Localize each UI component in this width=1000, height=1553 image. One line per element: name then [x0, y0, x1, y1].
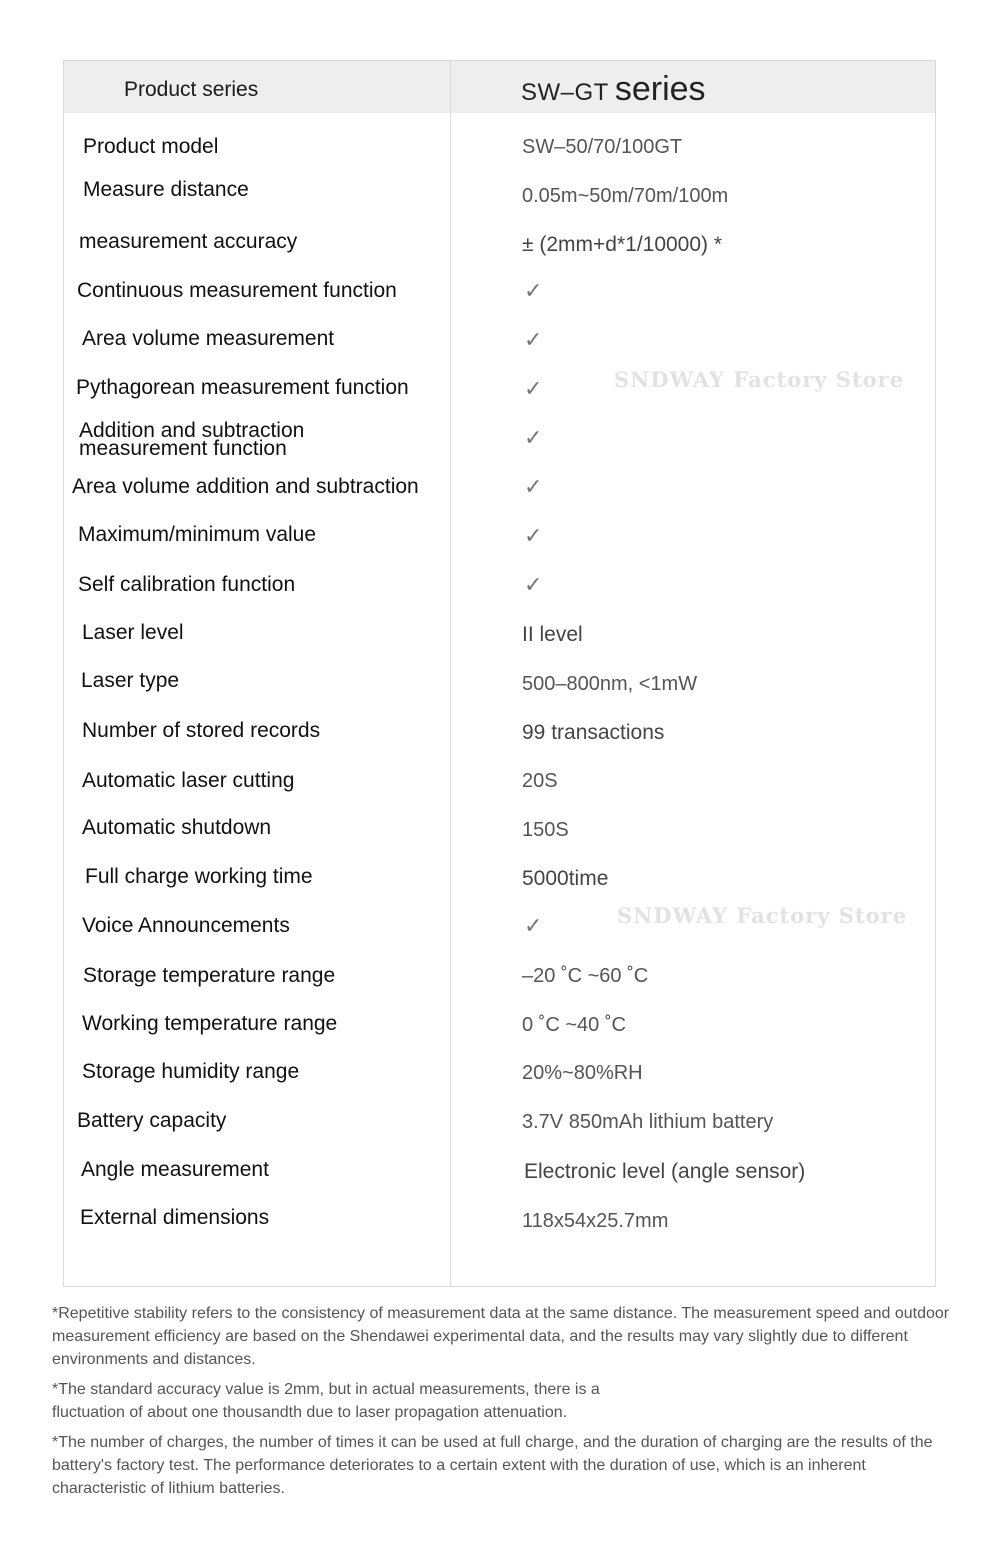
row-label-dimensions: External dimensions	[80, 1206, 270, 1229]
row-label-storage-humidity: Storage humidity range	[82, 1060, 300, 1083]
row-value-measure-distance: 0.05m~50m/70m/100m	[522, 185, 729, 207]
row-value-measurement-accuracy: ± (2mm+d*1/10000) *	[522, 233, 723, 256]
row-label-laser-level: Laser level	[82, 621, 184, 644]
row-value-full-charge: 5000time	[522, 867, 609, 890]
footnote-battery: *The number of charges, the number of times it can be used at full charge, and the duration of charging are the results of the battery's factory test. The performance deteriorates to a certain extent with the duration of use, which is an inherent characteristic of lithium batteries.	[52, 1434, 933, 1497]
row-value-laser-level: II level	[522, 623, 583, 646]
footnote-standard-accuracy: *The standard accuracy value is 2mm, but in actual measurements, there is a fluctuation of about one thousandth due to laser propagation attenuation.	[52, 1381, 600, 1421]
row-label-max-min: Maximum/minimum value	[78, 523, 317, 546]
checkmark-icon: ✓	[524, 474, 543, 499]
row-label-auto-laser-cutting: Automatic laser cutting	[82, 769, 295, 792]
checkmark-icon: ✓	[524, 913, 543, 938]
row-label-angle: Angle measurement	[81, 1158, 269, 1181]
watermark-top: SNDWAY Factory Store	[614, 367, 905, 392]
header-label: Product series	[124, 78, 259, 101]
header-series-title	[521, 70, 706, 109]
footnotes	[52, 1302, 957, 1507]
series-suffix: series	[614, 70, 706, 108]
spec-table	[63, 60, 936, 1287]
row-label-laser-type: Laser type	[81, 669, 180, 692]
row-value-stored-records: 99 transactions	[522, 721, 665, 744]
checkmark-icon: ✓	[524, 376, 543, 401]
row-label-product-model: Product model	[83, 135, 219, 158]
table-header-row	[64, 61, 935, 113]
row-value-battery: 3.7V 850mAh lithium battery	[522, 1111, 774, 1133]
column-divider	[450, 61, 451, 1286]
row-label-full-charge: Full charge working time	[85, 865, 313, 888]
row-label-battery: Battery capacity	[77, 1109, 227, 1132]
row-label-area-volume-add-sub: Area volume addition and subtraction	[72, 475, 419, 498]
footnote-repetitive-stability: *Repetitive stability refers to the consistency of measurement data at the same distance. The measurement speed and outdoor measurement efficiency are based on the Shendawei experimental data, and the results may vary slightly due to different environments and distances.	[52, 1305, 950, 1368]
series-prefix: SW–GT	[521, 79, 609, 106]
row-value-dimensions: 118x54x25.7mm	[522, 1210, 669, 1232]
row-value-storage-humidity: 20%~80%RH	[522, 1062, 643, 1084]
watermark-bottom: SNDWAY Factory Store	[617, 903, 908, 928]
checkmark-icon: ✓	[524, 523, 543, 548]
checkmark-icon: ✓	[524, 278, 543, 303]
row-label-addition-subtraction-line2: measurement function	[79, 437, 287, 460]
row-label-auto-shutdown: Automatic shutdown	[82, 816, 272, 839]
row-label-area-volume: Area volume measurement	[82, 327, 335, 350]
row-label-measure-distance: Measure distance	[83, 178, 249, 201]
checkmark-icon: ✓	[524, 327, 543, 352]
row-label-pythagorean: Pythagorean measurement function	[76, 376, 409, 399]
checkmark-icon: ✓	[524, 425, 543, 450]
row-value-auto-laser-cutting: 20S	[522, 770, 558, 792]
row-label-continuous-measurement: Continuous measurement function	[77, 279, 397, 302]
row-label-measurement-accuracy: measurement accuracy	[79, 230, 298, 253]
row-value-working-temp: 0 ˚C ~40 ˚C	[522, 1014, 626, 1036]
row-value-angle: Electronic level (angle sensor)	[524, 1160, 806, 1183]
row-label-stored-records: Number of stored records	[82, 719, 321, 742]
row-value-product-model: SW–50/70/100GT	[522, 136, 683, 158]
row-label-storage-temp: Storage temperature range	[83, 964, 336, 987]
row-value-auto-shutdown: 150S	[522, 819, 569, 841]
row-label-working-temp: Working temperature range	[82, 1012, 338, 1035]
row-label-voice: Voice Announcements	[82, 914, 290, 937]
row-label-addition-subtraction-line1: Addition and subtraction	[79, 419, 305, 442]
row-value-laser-type: 500–800nm, <1mW	[522, 673, 698, 695]
checkmark-icon: ✓	[524, 572, 543, 597]
row-label-self-calibration: Self calibration function	[78, 573, 296, 596]
row-value-storage-temp: –20 ˚C ~60 ˚C	[522, 965, 649, 987]
